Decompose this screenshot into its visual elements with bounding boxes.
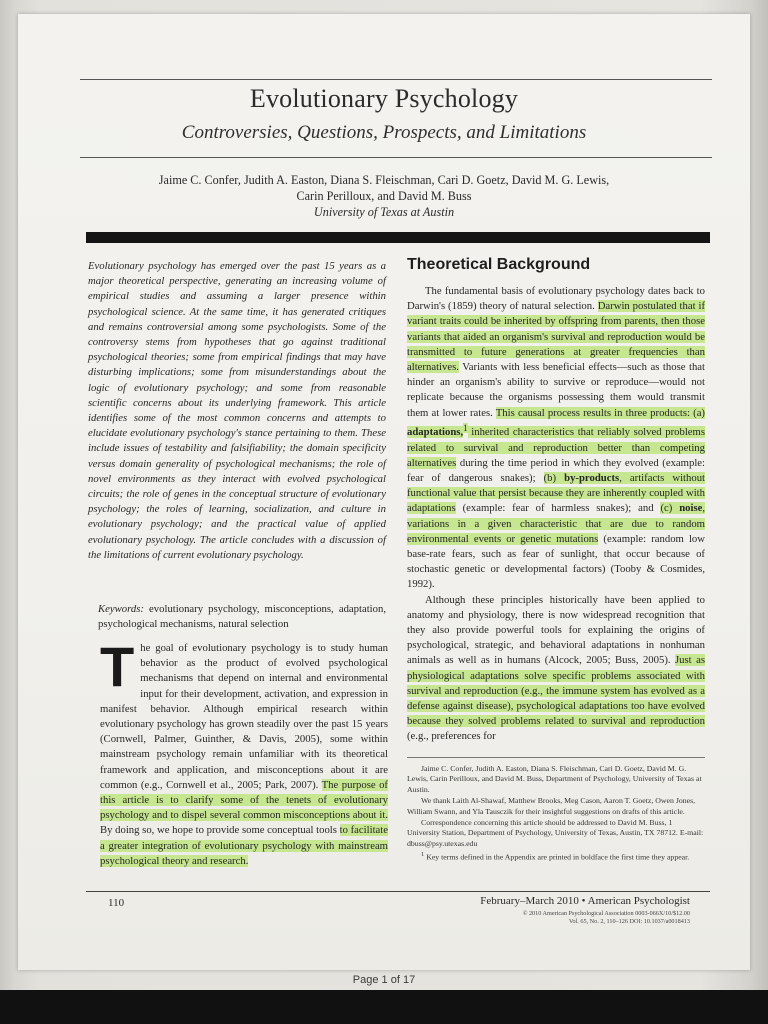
highlight-c-text: , variations in a given characteristic that are due to random environmental events or genetic mutations — [407, 502, 706, 545]
page-indicator[interactable]: Page 1 of 17 — [352, 974, 416, 986]
subtitle-rule — [80, 157, 712, 158]
tb-sentence-1: The fundamental basis of evolutionary psychology dates back to Darwin's (1859) theory of natural selection. — [407, 285, 705, 313]
footnotes — [407, 757, 705, 864]
tb-sentence-5: (example: random low base-rate fears, such as fear of sunlight, that occur because of stochastic genetic or developmental factors) (Tooby & Cosmides, 1992). — [407, 532, 705, 591]
authors-line-1: Jaime C. Confer, Judith A. Easton, Diana S. Fleischman, Cari D. Goetz, David M. G. Lewis, — [158, 173, 610, 187]
tb-sentence-4: (example: fear of harmless snakes); and — [462, 502, 654, 515]
footnote-mark: 1 — [463, 422, 468, 433]
highlight-darwin: Darwin postulated that if variant traits could be inherited by offspring from parents, then those variants that aided an organism's survival and reproduction would be transmitted to future generations at greater frequencies than alternatives. — [407, 300, 705, 374]
tb-sentence-3: during the time period in which they evolved (example: fear of dangerous snakes); — [407, 456, 706, 484]
keywords-label: Keywords: — [98, 603, 144, 615]
term-by-products: by-products — [564, 472, 620, 484]
footnote-key-mark: 1 — [421, 851, 425, 859]
keywords-text: evolutionary psychology, misconceptions, adaptation, psychological mechanisms, natural selection — [98, 603, 387, 631]
highlight-causal-a2: inherited characteristics that reliably solved problems related to survival and reproduction better than competing alternatives — [407, 426, 706, 469]
intro-text-2: By doing so, we hope to provide some conceptual tools — [100, 824, 337, 837]
drop-cap: T — [100, 635, 135, 698]
keywords — [98, 602, 386, 632]
intro-paragraph — [100, 635, 388, 869]
highlight-purpose: The purpose of this article is to clarify some of the tenets of evolutionary psychology and to dispel several common misconceptions about it. — [100, 778, 388, 822]
tb-paragraph-2: Although these principles historically have been applied to anatomy and physiology, there is now widespread recognition that they also provide powerful tools for explaining the origins of psychological, strategic, and behavioral adaptations in nonhuman animals as well as in humans (Alcock, 2005; Buss, 2005). — [407, 593, 705, 667]
document-page[interactable] — [18, 14, 750, 970]
intro-text-1: he goal of evolutionary psychology is to study human behavior as the product of evolved psychological mechanisms that depend on internal and environmental input for their development, activation, and expression in manifest behavior. Although empirical research within evolutionary psychology has grown steadily over the past 15 years (Cornwell, Palmer, Guinther, & Davis, 2005), some within mainstream psychology remain unfamiliar with its theoretical framework and application, and misconceptions about it are common (e.g., Cornwell et al., 2005; Park, 2007). — [100, 642, 388, 791]
footer-rule — [86, 891, 710, 892]
screen-bezel — [0, 990, 768, 1024]
affiliation: University of Texas at Austin — [313, 205, 455, 219]
tb-sentence-2: Variants with less beneficial effects—such as those that hinder an organism's ability to survive or reproduce—would not replicate because the organisms possessing them would transmit them at lower rates. — [407, 361, 705, 419]
copyright-line-2: Vol. 65, No. 2, 110–126 DOI: 10.1037/a0018413 — [568, 917, 690, 925]
footnote-correspondence: Correspondence concerning this article should be addressed to David M. Buss, 1 University Station, Department of Psychology, University of Texas, Austin, TX 78712. E-mail: dbuss@psy.utexas.edu — [407, 818, 704, 848]
copyright — [430, 910, 690, 925]
highlight-b-text: , artifacts without functional value that persist because they are inherently coupled with adaptations — [407, 472, 706, 515]
article-subtitle: Controversies, Questions, Prospects, and Limitations — [181, 122, 587, 143]
footnote-key-terms: $^1$ Key terms defined in the Appendix are printed in boldface the first time they appear. — [421, 851, 690, 862]
highlight-causal-a1: This causal process results in three products: (a) — [495, 406, 705, 419]
header-bar — [86, 232, 710, 243]
tb-sentence-6: (e.g., preferences for — [407, 730, 496, 743]
highlight-b: (b) — [543, 472, 557, 484]
article-title: Evolutionary Psychology — [249, 84, 519, 113]
highlight-c: (c) — [660, 502, 673, 515]
footnote-authors: Jaime C. Confer, Judith A. Easton, Diana S. Fleischman, Cari D. Goetz, David M. G. Lewis, Carin Perilloux, and David M. Buss, Department of Psychology, University of Texas at Austin. — [407, 764, 702, 794]
authors-line-2: Carin Perilloux, and David M. Buss — [296, 189, 472, 203]
footnote-thanks: We thank Laith Al-Shawaf, Matthew Brooks, Meg Cason, Aaron T. Goetz, Owen Jones, William Swann, and Yla Tausczik for their insightful suggestions on drafts of this article. — [407, 796, 696, 816]
top-rule — [80, 79, 712, 80]
journal-info: February–March 2010 • American Psychologist — [480, 895, 690, 907]
abstract: Evolutionary psychology has emerged over the past 15 years as a major theoretical perspective, generating an increasing volume of empirical studies and assuming a larger presence within psychological science. At the same time, it has generated critiques and remains controversial among some psychologists. Some of the controversy stems from hypotheses that go against traditional psychological theories; some from empirical findings that may have disturbing implications; some from misunderstandings about the logic of evolutionary psychology; and some from reasonable scientific concerns about its underlying framework. This article identifies some of the most common concerns and attempts to elucidate evolutionary psychology's stance pertaining to them. These include issues of testability and falsifiability; the domain specificity versus domain generality of psychological mechanisms; the role of novel environments as they interact with evolved psychological circuits; the role of genes in the conceptual structure of evolutionary psychology; the roles of learning, socialization, and culture in evolutionary psychology; and the practical value of applied evolutionary psychology. The article concludes with a discussion of the limitations of current evolutionary psychology. — [88, 260, 386, 561]
highlight-integration: to facilitate a greater integration of evolutionary psychology with mainstream psychological theory and research. — [100, 824, 388, 867]
page-number: 110 — [108, 897, 125, 909]
highlight-physiological: Just as physiological adaptations solve specific problems associated with survival and reproduction (e.g., the immune system has evolved as a defense against disease), psychological adaptations too have evolved because they solved problems related to survival and reproduction — [407, 654, 705, 728]
theoretical-background-text — [407, 284, 705, 745]
section-heading: Theoretical Background — [407, 256, 591, 273]
term-noise: noise — [679, 502, 703, 515]
copyright-line-1: © 2010 American Psychological Association 0003-066X/10/$12.00 — [522, 910, 690, 917]
term-adaptations: adaptations, — [407, 426, 464, 439]
author-block — [18, 172, 750, 220]
highlight-b-sp — [556, 472, 564, 484]
